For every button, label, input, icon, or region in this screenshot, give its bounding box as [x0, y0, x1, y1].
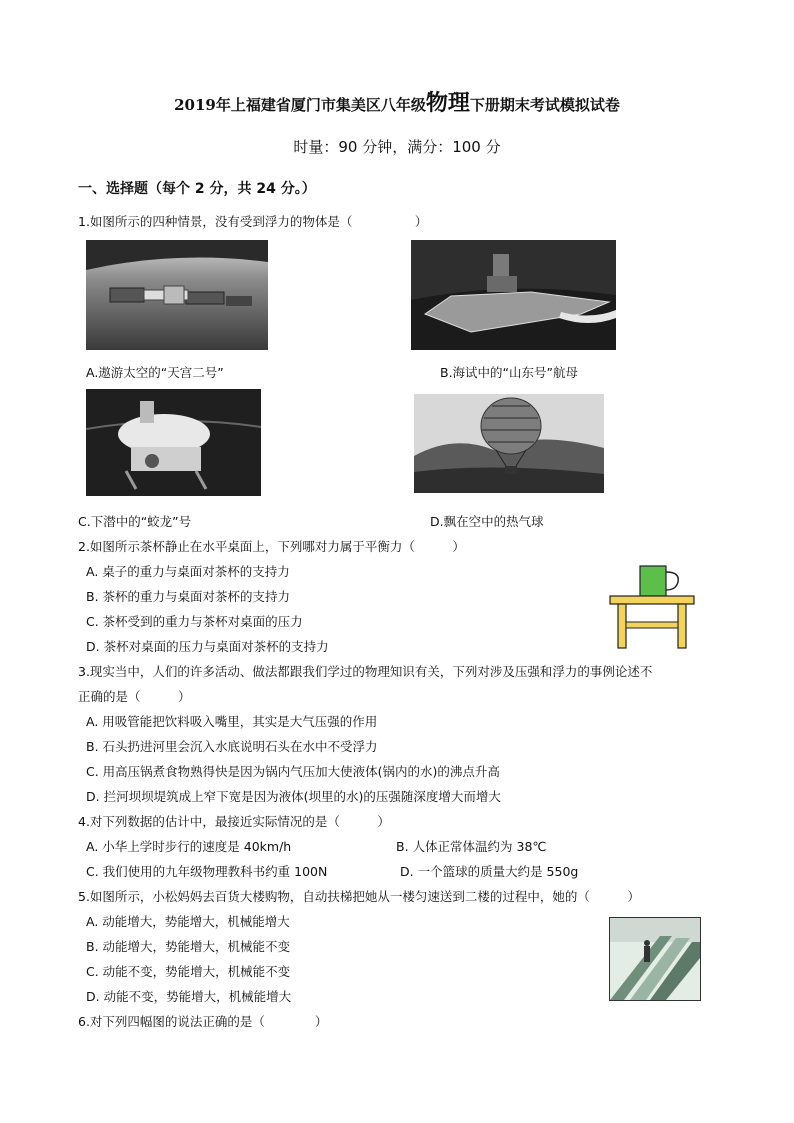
q4-stem: 4.对下列数据的估计中，最接近实际情况的是（ ） [78, 814, 390, 829]
exam-info: 时量：90 分钟，满分：100 分 [293, 138, 501, 156]
escalator-image [609, 917, 701, 1001]
q4-option-b: B. 人体正常体温约为 38℃ [396, 839, 547, 854]
q4-option-c: C. 我们使用的九年级物理教科书约重 100N [86, 864, 328, 879]
q3-option-c: C. 用高压锅煮食物熟得快是因为锅内气压加大使液体(锅内的水)的沸点升高 [86, 764, 500, 779]
title-prefix: 2019年上福建省厦门市集美区八年级 [174, 96, 426, 114]
q1-option-b: B.海试中的“山东号”航母 [440, 365, 579, 380]
q3-option-a: A. 用吸管能把饮料吸入嘴里，其实是大气压强的作用 [86, 714, 378, 729]
submersible-image [86, 389, 261, 496]
q4-option-a: A. 小华上学时步行的速度是 40km/h [86, 839, 292, 854]
q3-option-d: D. 拦河坝坝堤筑成上窄下宽是因为液体(坝里的水)的压强随深度增大而增大 [86, 789, 501, 804]
q1-stem: 1.如图所示的四种情景，没有受到浮力的物体是（ ） [78, 214, 428, 229]
q5-option-c: C. 动能不变，势能增大，机械能不变 [86, 964, 291, 979]
q3-option-b: B. 石头扔进河里会沉入水底说明石头在水中不受浮力 [86, 739, 378, 754]
q1-option-a: A.遨游太空的“天宫二号” [86, 365, 224, 380]
q4-option-d: D. 一个篮球的质量大约是 550g [400, 864, 579, 879]
q2-option-d: D. 茶杯对桌面的压力与桌面对茶杯的支持力 [86, 639, 329, 654]
q3-stem-line2: 正确的是（ ） [78, 689, 191, 704]
q2-option-c: C. 茶杯受到的重力与茶杯对桌面的压力 [86, 614, 303, 629]
q1-option-c: C.下潜中的“蛟龙”号 [78, 514, 192, 529]
section-heading: 一、选择题（每个 2 分，共 24 分。） [78, 181, 316, 197]
q5-option-d: D. 动能不变，势能增大，机械能增大 [86, 989, 292, 1004]
q5-option-a: A. 动能增大，势能增大，机械能增大 [86, 914, 290, 929]
q2-option-b: B. 茶杯的重力与桌面对茶杯的支持力 [86, 589, 291, 604]
q1-option-d: D.飘在空中的热气球 [430, 514, 544, 529]
hot-air-balloon-image [414, 394, 604, 493]
q3-stem-line1: 3.现实当中，人们的许多活动、做法都跟我们学过的物理知识有关，下列对涉及压强和浮力的事例论述不 [78, 664, 653, 679]
q5-stem: 5.如图所示，小松妈妈去百货大楼购物，自动扶梯把她从一楼匀速送到二楼的过程中，她的（ ） [78, 889, 640, 904]
q2-option-a: A. 桌子的重力与桌面对茶杯的支持力 [86, 564, 290, 579]
q6-stem: 6.对下列四幅图的说法正确的是（ ） [78, 1014, 328, 1029]
q2-stem: 2.如图所示茶杯静止在水平桌面上，下列哪对力属于平衡力（ ） [78, 539, 465, 554]
title-subject: 物理 [425, 90, 470, 116]
title-suffix: 下册期末考试模拟试卷 [469, 96, 620, 114]
cup-on-table-figure [606, 562, 698, 652]
space-station-image [86, 240, 268, 350]
page-title [0, 86, 794, 117]
aircraft-carrier-image [411, 240, 616, 350]
q5-option-b: B. 动能增大，势能增大，机械能不变 [86, 939, 291, 954]
